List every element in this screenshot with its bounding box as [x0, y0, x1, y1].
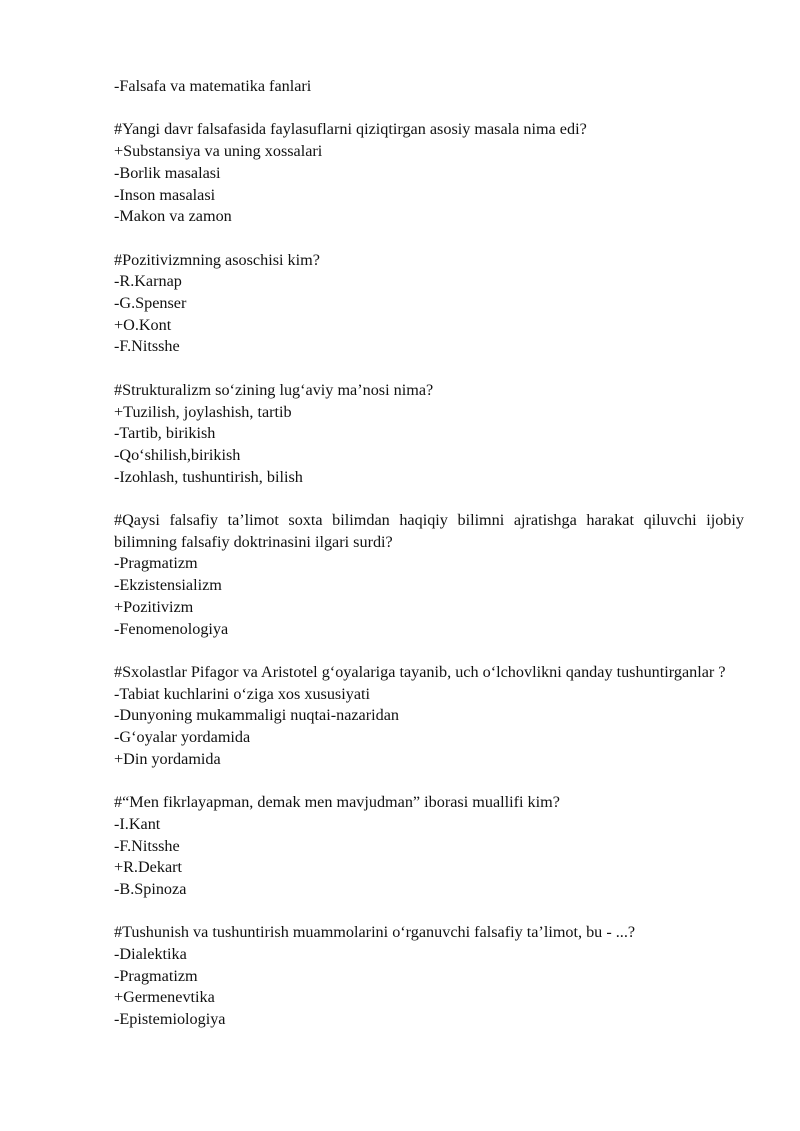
question-text: #Yangi davr falsafasida faylasuflarni qiziqtirgan asosiy masala nima edi? — [114, 120, 587, 139]
answer-option: -Epistemiologiya — [114, 1010, 226, 1029]
question-text: #Tushunish va tushuntirish muammolarini o‘rganuvchi falsafiy ta’limot, bu - ...? — [114, 923, 636, 942]
answer-option: -R.Karnap — [114, 272, 182, 291]
answer-option: -Makon va zamon — [114, 207, 232, 226]
answer-option: -Borlik masalasi — [114, 163, 221, 182]
answer-option: +Tuzilish, joylashish, tartib — [114, 402, 292, 421]
answer-option: -Tabiat kuchlarini o‘ziga xos xususiyati — [114, 684, 371, 703]
question-block-4 — [114, 510, 744, 640]
answer-option: -F.Nitsshe — [114, 337, 180, 356]
answer-option: -F.Nitsshe — [114, 836, 180, 855]
answer-option: -Izohlash, tushuntirish, bilish — [114, 467, 303, 486]
answer-option: -Ekzistensializm — [114, 576, 222, 595]
answer-option: -I.Kant — [114, 814, 161, 833]
lead-block — [114, 76, 744, 98]
answer-option: -Dialektika — [114, 945, 187, 964]
lead-line: -Falsafa va matematika fanlari — [114, 77, 312, 95]
answer-option: -Qo‘shilish,birikish — [114, 445, 241, 464]
answer-option: +O.Kont — [114, 315, 172, 334]
answer-option: -Pragmatizm — [114, 554, 198, 573]
question-text: #“Men fikrlayapman, demak men mavjudman” iborasi muallifi kim? — [114, 793, 560, 812]
answer-option: +Pozitivizm — [114, 597, 194, 616]
question-block-1 — [114, 119, 744, 228]
question-block-7 — [114, 922, 744, 1031]
answer-option: -Dunyoning mukammaligi nuqtai-nazaridan — [114, 706, 400, 725]
question-text: #Strukturalizm so‘zining lug‘aviy ma’nosi nima? — [114, 380, 434, 399]
answer-option: +Substansiya va uning xossalari — [114, 142, 323, 161]
answer-option: -Pragmatizm — [114, 966, 198, 985]
answer-option: +R.Dekart — [114, 858, 183, 877]
question-block-5 — [114, 662, 744, 771]
answer-option: -G‘oyalar yordamida — [114, 728, 251, 747]
answer-option: -B.Spinoza — [114, 879, 187, 898]
answer-option: -Inson masalasi — [114, 185, 216, 204]
answer-option: -Fenomenologiya — [114, 619, 229, 638]
question-block-3 — [114, 380, 744, 489]
answer-option: +Germenevtika — [114, 988, 215, 1007]
question-block-2 — [114, 250, 744, 359]
question-text: #Qaysi falsafiy ta’limot soxta bilimdan haqiqiy bilimni ajratishga harakat qiluvchi ijobiy bilimning falsafiy doktrinasini ilgari surdi? — [114, 511, 744, 551]
question-text: #Pozitivizmning asoschisi kim? — [114, 250, 320, 269]
answer-option: +Din yordamida — [114, 749, 221, 768]
question-block-6 — [114, 792, 744, 901]
answer-option: -G.Spenser — [114, 294, 187, 312]
question-text: #Sxolastlar Pifagor va Aristotel g‘oyalariga tayanib, uch o‘lchovlikni qanday tushuntirganlar ? — [114, 662, 726, 681]
answer-option: -Tartib, birikish — [114, 424, 216, 443]
document-page — [114, 76, 744, 1053]
